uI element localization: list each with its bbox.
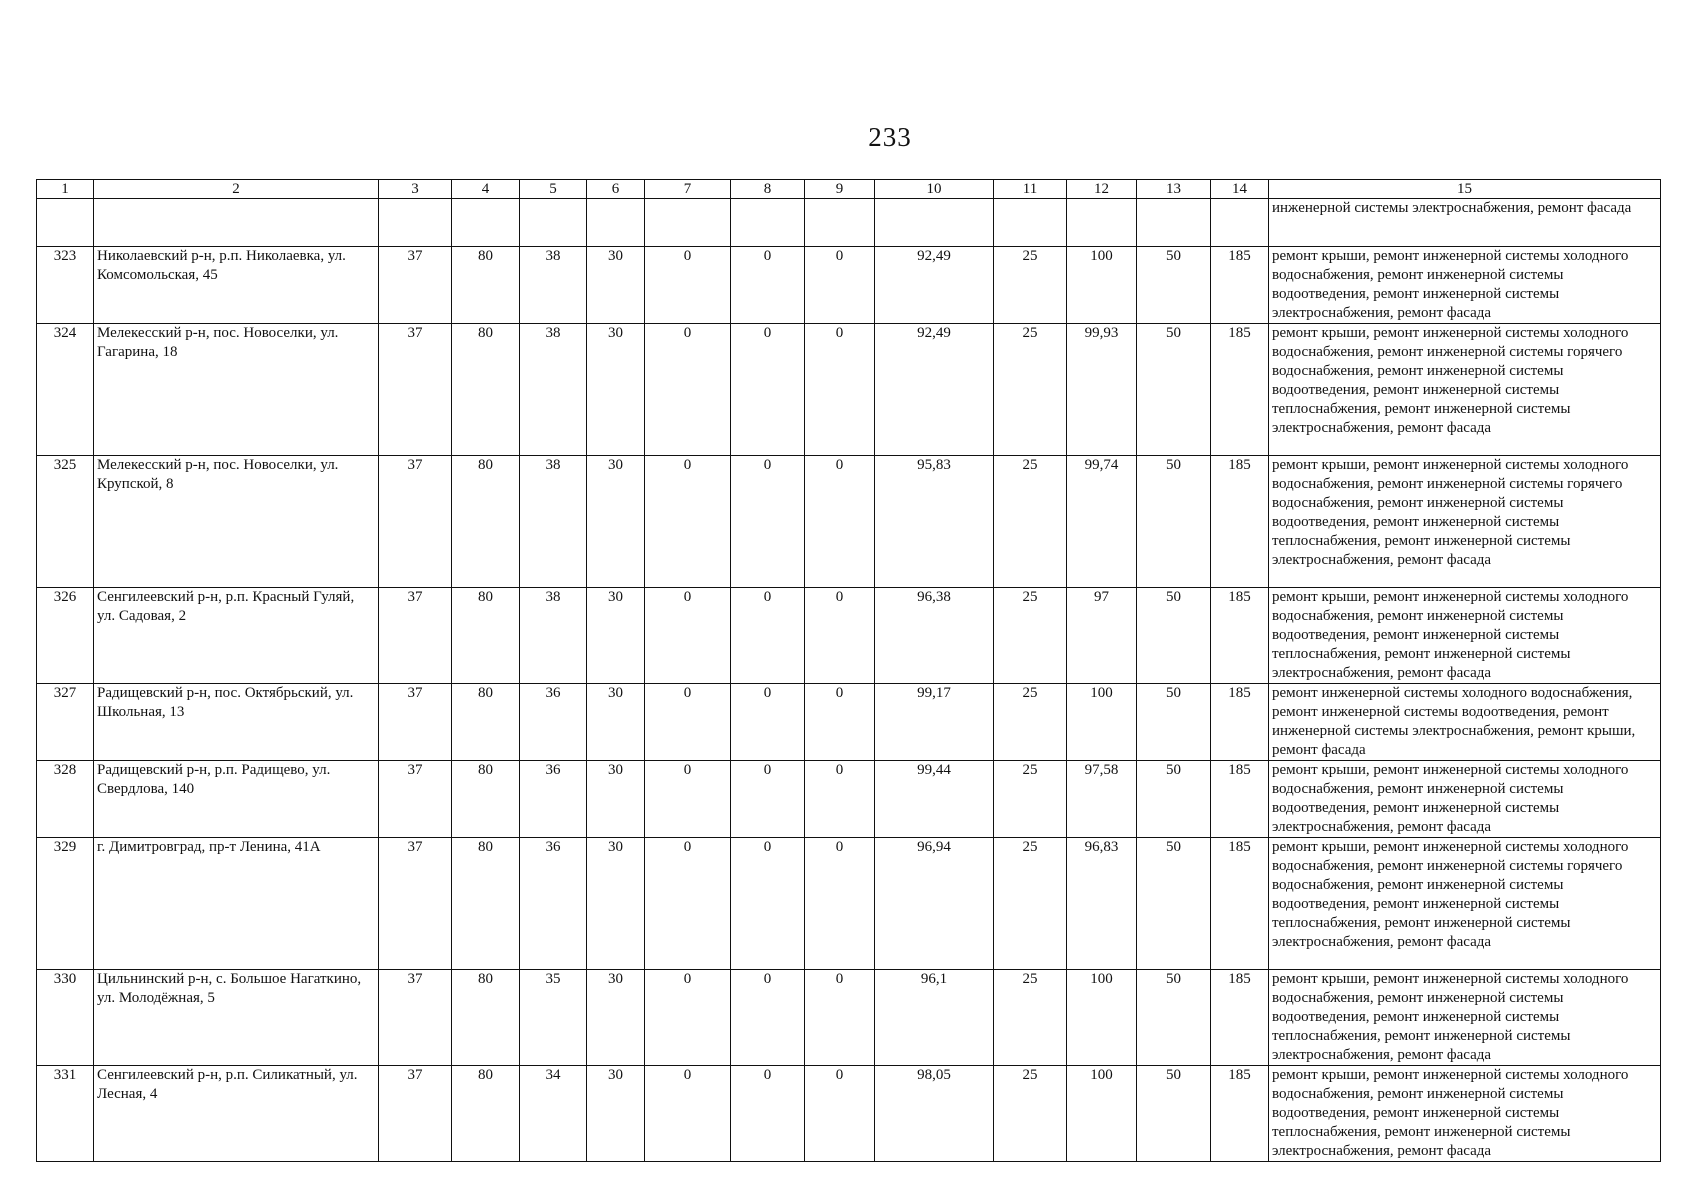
value-cell: 0 xyxy=(645,588,731,684)
value-cell: 37 xyxy=(379,324,452,456)
value-cell: 185 xyxy=(1211,588,1269,684)
value-cell: 36 xyxy=(520,761,587,838)
value-cell: 30 xyxy=(587,761,645,838)
value-cell: 50 xyxy=(1137,324,1211,456)
work-list: ремонт крыши, ремонт инженерной системы холодного водоснабжения, ремонт инженерной системы водоотведения, ремонт инженерной системы теплоснабжения, ремонт инженерной системы электроснабжения, ремонт фасада xyxy=(1269,1066,1661,1162)
continuation-row xyxy=(37,199,1661,247)
value-cell: 99,93 xyxy=(1067,324,1137,456)
value-cell: 80 xyxy=(452,456,520,588)
value-cell: 0 xyxy=(645,970,731,1066)
address: Николаевский р-н, р.п. Николаевка, ул. Комсомольская, 45 xyxy=(94,247,379,324)
value-cell: 0 xyxy=(731,324,805,456)
value-cell: 30 xyxy=(587,970,645,1066)
empty-cell xyxy=(379,199,452,247)
empty-cell xyxy=(645,199,731,247)
value-cell: 25 xyxy=(994,1066,1067,1162)
column-number: 15 xyxy=(1269,180,1661,199)
work-list: ремонт инженерной системы холодного водоснабжения, ремонт инженерной системы водоотведения, ремонт инженерной системы электроснабжения, ремонт крыши, ремонт фасада xyxy=(1269,684,1661,761)
registry-table xyxy=(36,179,1661,1162)
column-number: 8 xyxy=(731,180,805,199)
value-cell: 37 xyxy=(379,684,452,761)
value-cell: 50 xyxy=(1137,838,1211,970)
value-cell: 25 xyxy=(994,838,1067,970)
value-cell: 185 xyxy=(1211,456,1269,588)
address: Радищевский р-н, пос. Октябрьский, ул. Школьная, 13 xyxy=(94,684,379,761)
value-cell: 99,17 xyxy=(875,684,994,761)
value-cell: 80 xyxy=(452,838,520,970)
value-cell: 0 xyxy=(645,761,731,838)
value-cell: 100 xyxy=(1067,247,1137,324)
value-cell: 25 xyxy=(994,456,1067,588)
address: Мелекесский р-н, пос. Новоселки, ул. Гагарина, 18 xyxy=(94,324,379,456)
value-cell: 0 xyxy=(805,456,875,588)
value-cell: 80 xyxy=(452,324,520,456)
value-cell: 30 xyxy=(587,456,645,588)
value-cell: 100 xyxy=(1067,1066,1137,1162)
value-cell: 0 xyxy=(731,456,805,588)
table-row xyxy=(37,247,1661,324)
value-cell: 0 xyxy=(645,684,731,761)
row-id: 324 xyxy=(37,324,94,456)
work-list: ремонт крыши, ремонт инженерной системы холодного водоснабжения, ремонт инженерной системы водоотведения, ремонт инженерной системы теплоснабжения, ремонт инженерной системы электроснабжения, ремонт фасада xyxy=(1269,588,1661,684)
value-cell: 0 xyxy=(645,838,731,970)
row-id: 325 xyxy=(37,456,94,588)
value-cell: 0 xyxy=(805,684,875,761)
value-cell: 38 xyxy=(520,247,587,324)
value-cell: 30 xyxy=(587,1066,645,1162)
value-cell: 185 xyxy=(1211,970,1269,1066)
value-cell: 0 xyxy=(731,1066,805,1162)
value-cell: 38 xyxy=(520,456,587,588)
row-id: 326 xyxy=(37,588,94,684)
value-cell: 38 xyxy=(520,588,587,684)
column-number: 12 xyxy=(1067,180,1137,199)
value-cell: 30 xyxy=(587,588,645,684)
value-cell: 50 xyxy=(1137,588,1211,684)
value-cell: 37 xyxy=(379,247,452,324)
table-row xyxy=(37,456,1661,588)
table-row xyxy=(37,1066,1661,1162)
work-list: ремонт крыши, ремонт инженерной системы холодного водоснабжения, ремонт инженерной системы горячего водоснабжения, ремонт инженерной системы водоотведения, ремонт инженерной системы теплоснабжения, ремонт инженерной системы электроснабжения, ремонт фасада xyxy=(1269,456,1661,588)
empty-cell xyxy=(875,199,994,247)
value-cell: 96,83 xyxy=(1067,838,1137,970)
value-cell: 35 xyxy=(520,970,587,1066)
value-cell: 185 xyxy=(1211,324,1269,456)
value-cell: 97,58 xyxy=(1067,761,1137,838)
value-cell: 0 xyxy=(645,1066,731,1162)
column-number: 13 xyxy=(1137,180,1211,199)
value-cell: 0 xyxy=(731,588,805,684)
value-cell: 37 xyxy=(379,970,452,1066)
row-id: 327 xyxy=(37,684,94,761)
value-cell: 95,83 xyxy=(875,456,994,588)
empty-cell xyxy=(994,199,1067,247)
page-number: 233 xyxy=(868,122,912,152)
value-cell: 92,49 xyxy=(875,324,994,456)
table-row xyxy=(37,970,1661,1066)
value-cell: 37 xyxy=(379,1066,452,1162)
row-id: 330 xyxy=(37,970,94,1066)
value-cell: 50 xyxy=(1137,970,1211,1066)
empty-cell xyxy=(1067,199,1137,247)
value-cell: 80 xyxy=(452,588,520,684)
column-number: 11 xyxy=(994,180,1067,199)
value-cell: 37 xyxy=(379,456,452,588)
empty-cell xyxy=(1211,199,1269,247)
work-list: ремонт крыши, ремонт инженерной системы холодного водоснабжения, ремонт инженерной системы горячего водоснабжения, ремонт инженерной системы водоотведения, ремонт инженерной системы теплоснабжения, ремонт инженерной системы электроснабжения, ремонт фасада xyxy=(1269,838,1661,970)
value-cell: 97 xyxy=(1067,588,1137,684)
value-cell: 96,38 xyxy=(875,588,994,684)
table-row xyxy=(37,324,1661,456)
value-cell: 38 xyxy=(520,324,587,456)
row-id: 328 xyxy=(37,761,94,838)
value-cell: 0 xyxy=(805,588,875,684)
value-cell: 25 xyxy=(994,761,1067,838)
work-list: ремонт крыши, ремонт инженерной системы холодного водоснабжения, ремонт инженерной системы водоотведения, ремонт инженерной системы электроснабжения, ремонт фасада xyxy=(1269,761,1661,838)
empty-cell xyxy=(1137,199,1211,247)
value-cell: 25 xyxy=(994,684,1067,761)
value-cell: 80 xyxy=(452,761,520,838)
value-cell: 0 xyxy=(805,247,875,324)
value-cell: 0 xyxy=(805,838,875,970)
value-cell: 37 xyxy=(379,588,452,684)
value-cell: 34 xyxy=(520,1066,587,1162)
value-cell: 185 xyxy=(1211,247,1269,324)
value-cell: 185 xyxy=(1211,761,1269,838)
value-cell: 25 xyxy=(994,970,1067,1066)
column-number-row xyxy=(37,180,1661,199)
value-cell: 0 xyxy=(731,247,805,324)
value-cell: 30 xyxy=(587,324,645,456)
value-cell: 100 xyxy=(1067,970,1137,1066)
address: Мелекесский р-н, пос. Новоселки, ул. Крупской, 8 xyxy=(94,456,379,588)
value-cell: 98,05 xyxy=(875,1066,994,1162)
value-cell: 37 xyxy=(379,838,452,970)
value-cell: 80 xyxy=(452,970,520,1066)
column-number: 14 xyxy=(1211,180,1269,199)
value-cell: 0 xyxy=(731,838,805,970)
value-cell: 185 xyxy=(1211,838,1269,970)
column-number: 4 xyxy=(452,180,520,199)
address: Цильнинский р-н, с. Большое Нагаткино, ул. Молодёжная, 5 xyxy=(94,970,379,1066)
value-cell: 0 xyxy=(805,761,875,838)
value-cell: 96,1 xyxy=(875,970,994,1066)
column-number: 5 xyxy=(520,180,587,199)
value-cell: 50 xyxy=(1137,684,1211,761)
value-cell: 30 xyxy=(587,247,645,324)
value-cell: 0 xyxy=(731,684,805,761)
value-cell: 0 xyxy=(805,324,875,456)
value-cell: 25 xyxy=(994,324,1067,456)
address: г. Димитровград, пр-т Ленина, 41А xyxy=(94,838,379,970)
column-number: 2 xyxy=(94,180,379,199)
value-cell: 25 xyxy=(994,588,1067,684)
empty-cell xyxy=(452,199,520,247)
empty-cell xyxy=(37,199,94,247)
value-cell: 25 xyxy=(994,247,1067,324)
table-row xyxy=(37,588,1661,684)
value-cell: 185 xyxy=(1211,1066,1269,1162)
value-cell: 0 xyxy=(645,247,731,324)
value-cell: 80 xyxy=(452,684,520,761)
row-id: 331 xyxy=(37,1066,94,1162)
value-cell: 50 xyxy=(1137,761,1211,838)
column-number: 3 xyxy=(379,180,452,199)
value-cell: 50 xyxy=(1137,247,1211,324)
value-cell: 50 xyxy=(1137,456,1211,588)
value-cell: 0 xyxy=(731,970,805,1066)
empty-cell xyxy=(805,199,875,247)
work-list: ремонт крыши, ремонт инженерной системы холодного водоснабжения, ремонт инженерной системы горячего водоснабжения, ремонт инженерной системы водоотведения, ремонт инженерной системы теплоснабжения, ремонт инженерной системы электроснабжения, ремонт фасада xyxy=(1269,324,1661,456)
column-number: 6 xyxy=(587,180,645,199)
value-cell: 0 xyxy=(731,761,805,838)
column-number: 1 xyxy=(37,180,94,199)
value-cell: 0 xyxy=(645,324,731,456)
value-cell: 36 xyxy=(520,684,587,761)
table-row xyxy=(37,838,1661,970)
value-cell: 99,74 xyxy=(1067,456,1137,588)
address: Сенгилеевский р-н, р.п. Красный Гуляй, ул. Садовая, 2 xyxy=(94,588,379,684)
value-cell: 92,49 xyxy=(875,247,994,324)
address: Радищевский р-н, р.п. Радищево, ул. Свердлова, 140 xyxy=(94,761,379,838)
empty-cell xyxy=(94,199,379,247)
table-row xyxy=(37,684,1661,761)
value-cell: 30 xyxy=(587,684,645,761)
address: Сенгилеевский р-н, р.п. Силикатный, ул. Лесная, 4 xyxy=(94,1066,379,1162)
value-cell: 80 xyxy=(452,247,520,324)
column-number: 9 xyxy=(805,180,875,199)
value-cell: 36 xyxy=(520,838,587,970)
empty-cell xyxy=(520,199,587,247)
value-cell: 99,44 xyxy=(875,761,994,838)
table-row xyxy=(37,761,1661,838)
work-list: ремонт крыши, ремонт инженерной системы холодного водоснабжения, ремонт инженерной системы водоотведения, ремонт инженерной системы электроснабжения, ремонт фасада xyxy=(1269,247,1661,324)
column-number: 7 xyxy=(645,180,731,199)
column-number: 10 xyxy=(875,180,994,199)
value-cell: 0 xyxy=(805,970,875,1066)
value-cell: 80 xyxy=(452,1066,520,1162)
row-id: 329 xyxy=(37,838,94,970)
value-cell: 50 xyxy=(1137,1066,1211,1162)
value-cell: 185 xyxy=(1211,684,1269,761)
empty-cell xyxy=(587,199,645,247)
value-cell: 0 xyxy=(645,456,731,588)
row-id: 323 xyxy=(37,247,94,324)
value-cell: 30 xyxy=(587,838,645,970)
work-list: инженерной системы электроснабжения, ремонт фасада xyxy=(1269,199,1661,247)
value-cell: 37 xyxy=(379,761,452,838)
value-cell: 100 xyxy=(1067,684,1137,761)
work-list: ремонт крыши, ремонт инженерной системы холодного водоснабжения, ремонт инженерной системы водоотведения, ремонт инженерной системы теплоснабжения, ремонт инженерной системы электроснабжения, ремонт фасада xyxy=(1269,970,1661,1066)
value-cell: 96,94 xyxy=(875,838,994,970)
empty-cell xyxy=(731,199,805,247)
value-cell: 0 xyxy=(805,1066,875,1162)
